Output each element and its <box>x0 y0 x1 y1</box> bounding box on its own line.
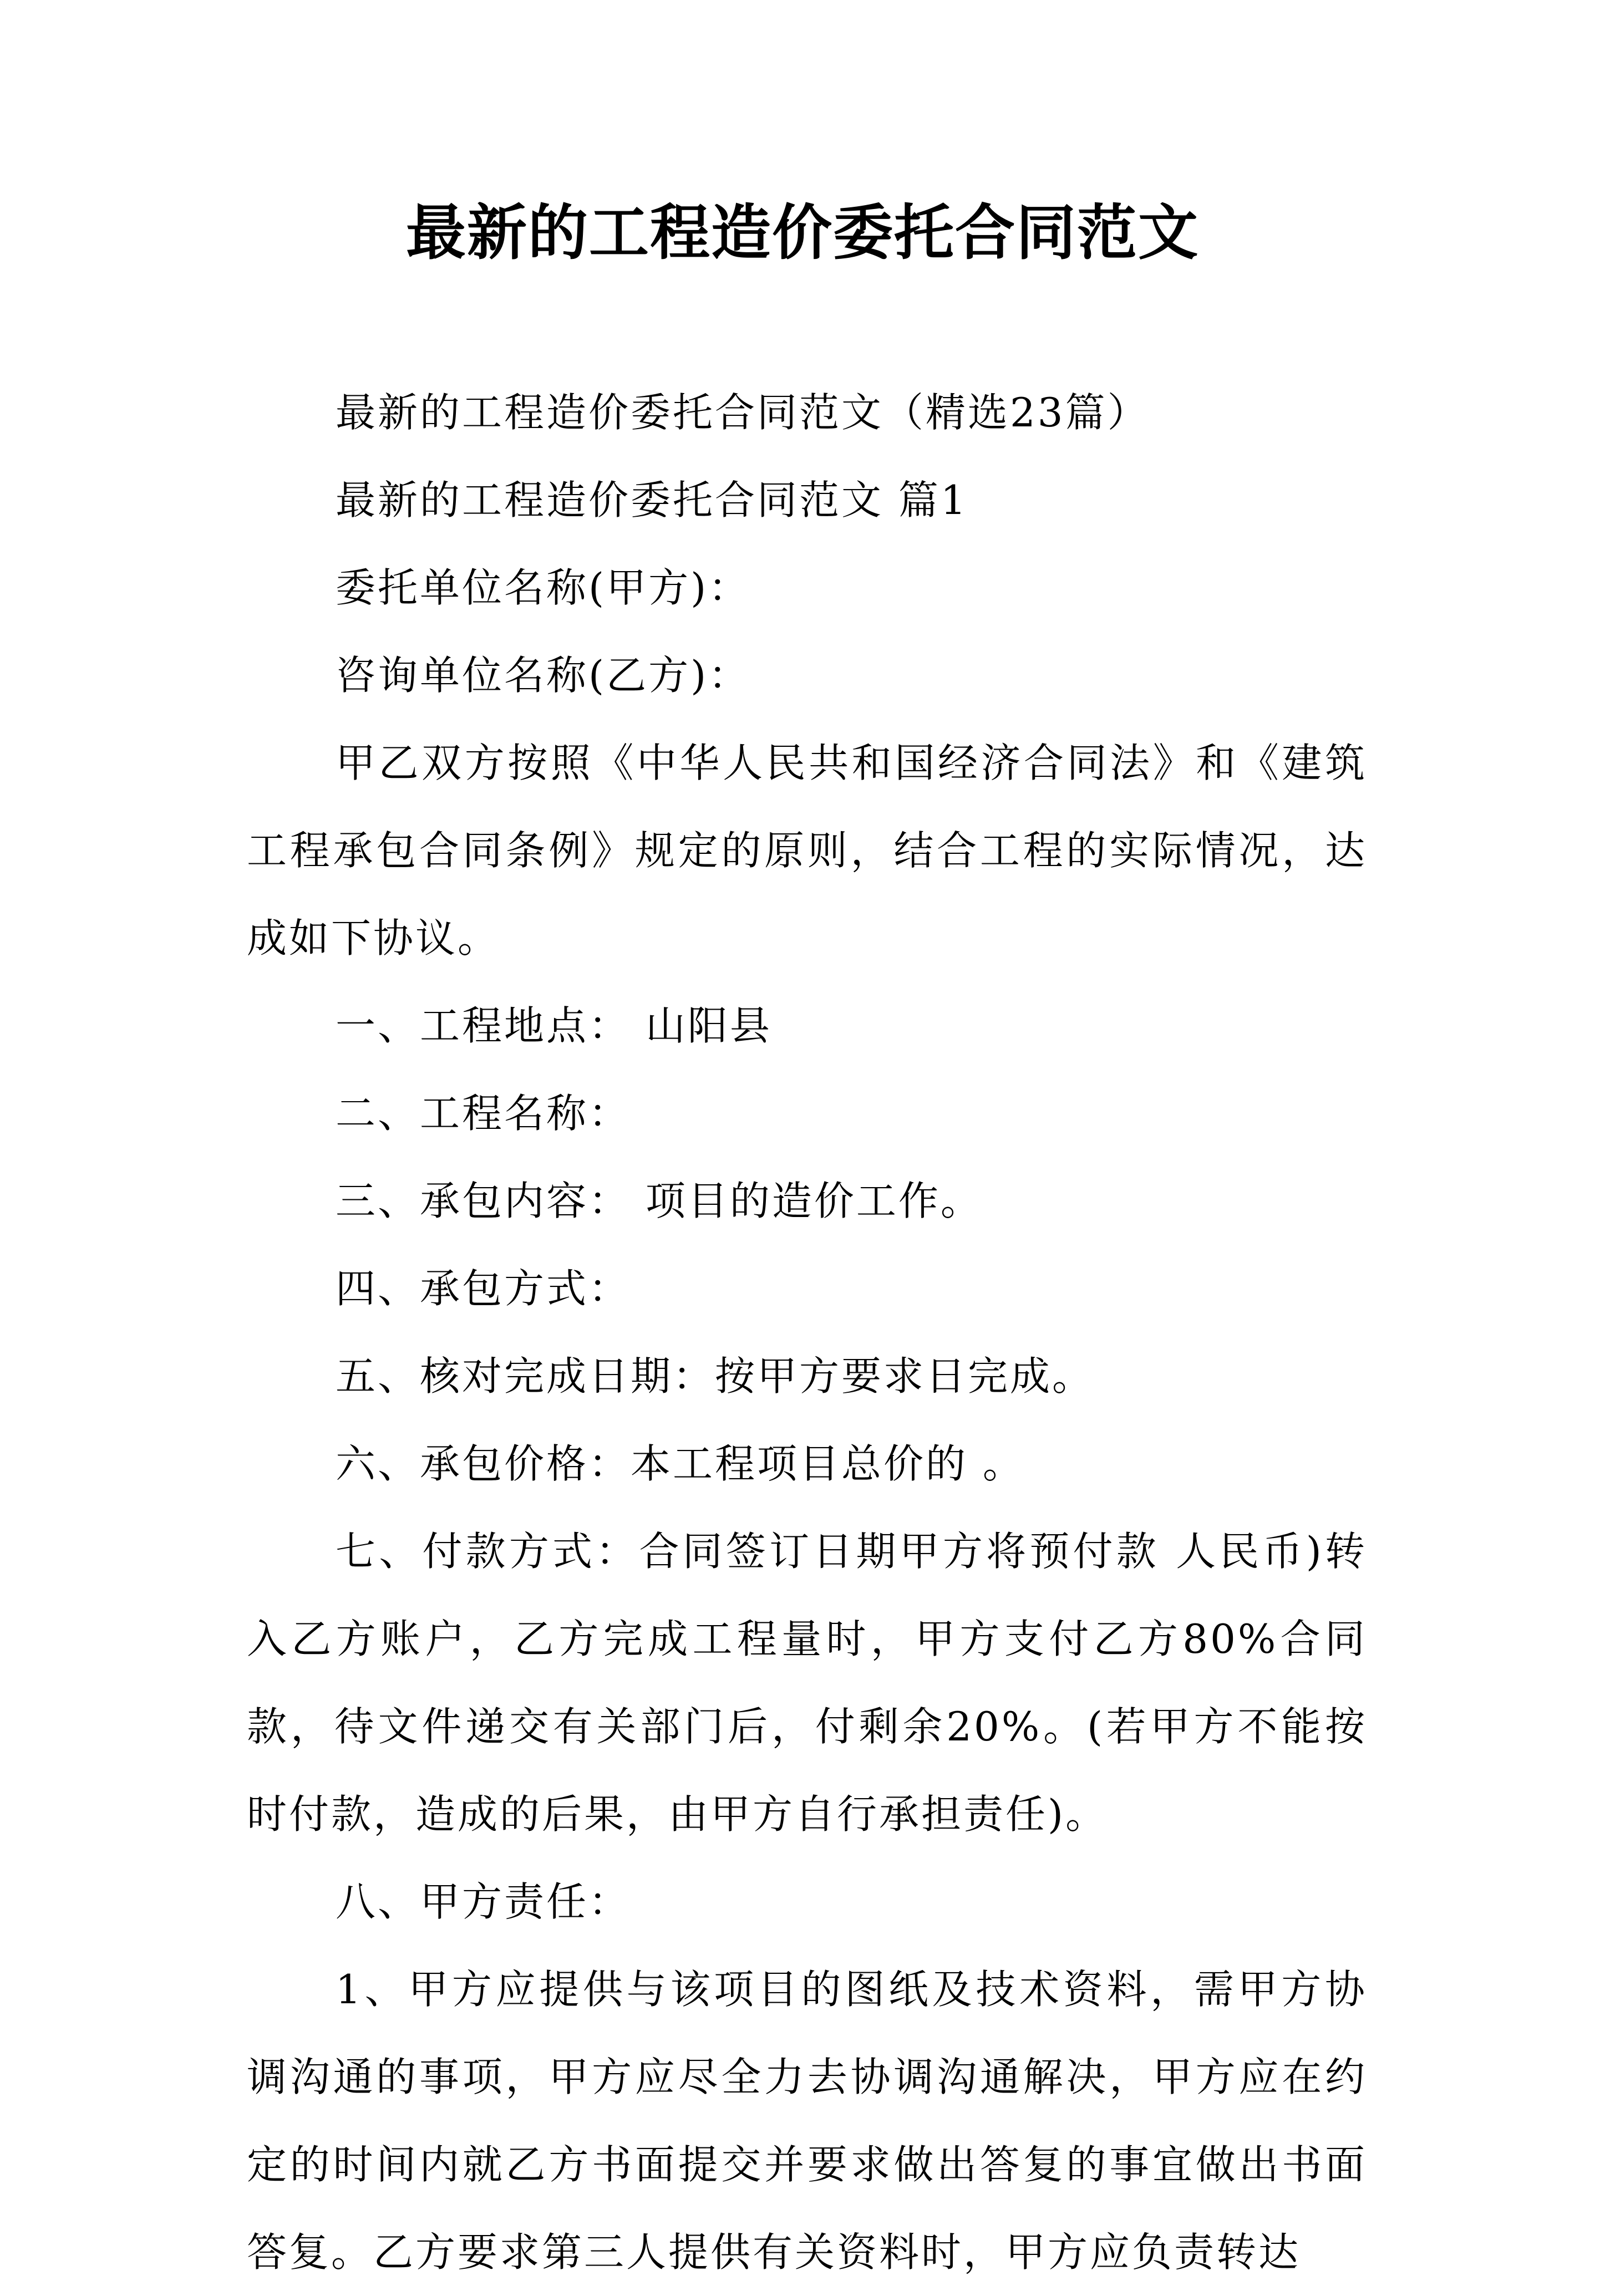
document-title: 最新的工程造价委托合同范文 <box>405 198 1199 268</box>
paragraph-clause-5: 五、核对完成日期：按甲方要求日完成。 <box>336 1353 1095 1399</box>
paragraph-clause-3: 三、承包内容： 项目的造价工作。 <box>336 1178 983 1224</box>
document-body <box>247 369 1367 2296</box>
paragraph-clause-2: 二、工程名称： <box>336 1090 631 1137</box>
paragraph-preamble: 甲乙双方按照《中华人民共和国经济合同法》和《建筑工程承包合同条例》规定的原则，结合工程的实际情况，达成如下协议。 <box>247 740 1367 961</box>
paragraph-party-b: 咨询单位名称(乙方)： <box>336 652 751 699</box>
paragraph-clause-7: 七、付款方式：合同签订日期甲方将预付款 人民币)转入乙方账户，乙方完成工程量时，甲方支付乙方80%合同款，待文件递交有关部门后，付剩余20%。(若甲方不能按时付款，造成的后果，由甲方自行承担责任)。 <box>247 1528 1367 1837</box>
paragraph-subtitle: 最新的工程造价委托合同范文（精选23篇） <box>336 389 1150 436</box>
paragraph-clause-6: 六、承包价格：本工程项目总价的 。 <box>336 1440 1025 1487</box>
paragraph-clause-8-item-1: 1、甲方应提供与该项目的图纸及技术资料，需甲方协调沟通的事项，甲方应尽全力去协调沟通解决，甲方应在约定的时间内就乙方书面提交并要求做出答复的事宜做出书面答复。乙方要求第三人提供有关资料时，甲方应负责转达 <box>247 1966 1367 2275</box>
paragraph-clause-4: 四、承包方式： <box>336 1265 631 1312</box>
paragraph-clause-8: 八、甲方责任： <box>336 1878 631 1925</box>
paragraph-clause-1: 一、工程地点： 山阳县 <box>336 1002 772 1049</box>
paragraph-party-a: 委托单位名称(甲方)： <box>336 564 751 611</box>
paragraph-heading: 最新的工程造价委托合同范文 篇1 <box>336 477 968 523</box>
